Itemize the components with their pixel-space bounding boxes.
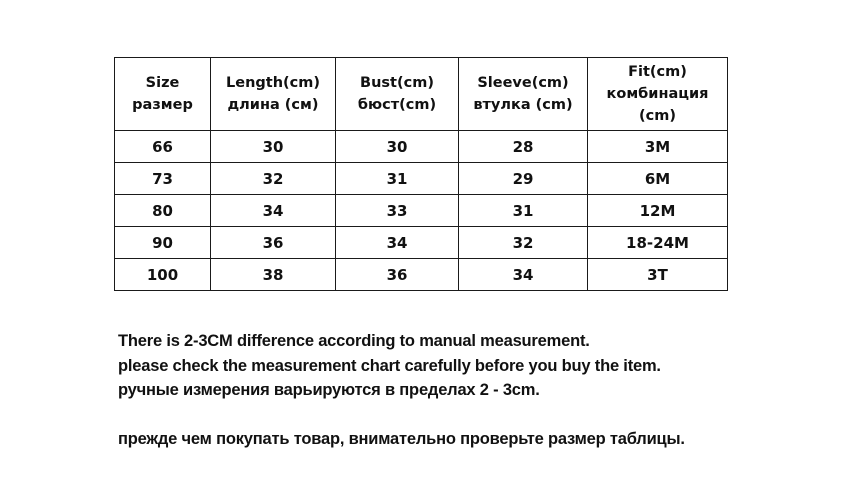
note-check-chart-en: please check the measurement chart carefully before you buy the item. [118,356,661,375]
cell-length: 30 [211,131,336,163]
cell-fit: 3M [588,131,728,163]
header-label-unit: (cm) [639,108,676,124]
note-check-chart-ru: прежде чем покупать товар, внимательно проверьте размер таблицы. [118,430,685,448]
table-row [115,227,728,259]
header-sleeve [459,58,588,131]
header-bust [336,58,459,131]
table-row [115,195,728,227]
table-header-row [115,58,728,131]
cell-length: 38 [211,259,336,291]
spacer [118,403,685,428]
cell-length: 32 [211,163,336,195]
header-label-en: Sleeve(cm) [477,75,569,91]
cell-bust: 33 [336,195,459,227]
cell-fit: 6M [588,163,728,195]
table-row [115,259,728,291]
header-size [115,58,211,131]
header-length [211,58,336,131]
cell-size: 80 [115,195,211,227]
table-row [115,163,728,195]
cell-size: 90 [115,227,211,259]
table-row [115,131,728,163]
note-difference-en: There is 2-3CM difference according to manual measurement. [118,332,590,350]
header-label-en: Fit(cm) [628,64,687,80]
header-label-ru: втулка (cm) [473,97,573,113]
header-label-ru: бюст(cm) [357,97,437,113]
cell-fit: 18-24M [588,227,728,259]
header-label-en: Length(cm) [226,75,320,91]
cell-length: 34 [211,195,336,227]
cell-fit: 3T [588,259,728,291]
header-label-en: Bust(cm) [360,75,434,91]
cell-size: 100 [115,259,211,291]
header-label-en: Size [145,75,180,91]
measurement-notes [118,329,685,452]
cell-sleeve: 29 [459,163,588,195]
cell-sleeve: 32 [459,227,588,259]
cell-sleeve: 28 [459,131,588,163]
note-difference-ru: ручные измерения варьируются в пределах 2 - 3cm. [118,381,540,399]
cell-bust: 30 [336,131,459,163]
cell-length: 36 [211,227,336,259]
cell-fit: 12M [588,195,728,227]
size-chart-table [114,57,728,291]
cell-size: 73 [115,163,211,195]
cell-size: 66 [115,131,211,163]
header-label-ru: комбинация [606,86,709,102]
cell-bust: 36 [336,259,459,291]
header-fit [588,58,728,131]
cell-bust: 34 [336,227,459,259]
cell-sleeve: 34 [459,259,588,291]
cell-sleeve: 31 [459,195,588,227]
header-label-ru: длина (см) [227,97,319,113]
header-label-ru: размер [132,97,193,113]
cell-bust: 31 [336,163,459,195]
